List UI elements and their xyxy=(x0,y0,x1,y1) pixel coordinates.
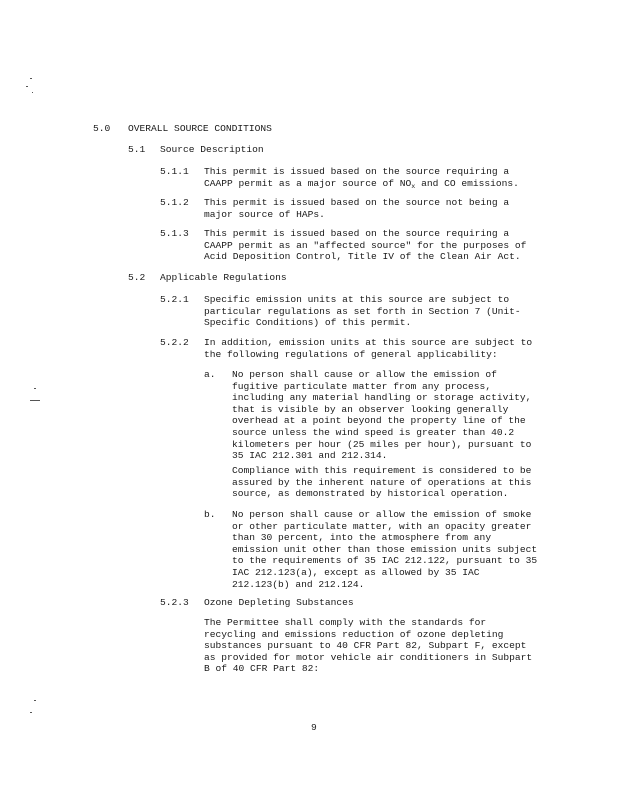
item-number: 5.2.3 xyxy=(160,597,189,608)
list-label-a: a. xyxy=(204,369,216,380)
scan-speck xyxy=(30,78,32,79)
paragraph-item-a: No person shall cause or allow the emission of fugitive particulate matter from any process, including any material handling or storage activity, that is visible by an observer looking generally overhead at a point beyond the property line of the source unless the wind speed is greater than 40.2 kilometers per hour (25 miles per hour), pursuant to 35 IAC 212.301 and 212.314. xyxy=(232,369,532,462)
paragraph-5-2-3: The Permittee shall comply with the standards for recycling and emissions reduction of ozone depleting substances pursuant to 40 CFR Part 82, Subpart F, except as provided for motor vehicle air conditioners in Subpart B of 40 CFR Part 82: xyxy=(204,617,533,675)
paragraph-5-1-3: This permit is issued based on the source requiring a CAAPP permit as an "affected source" for the purposes of Acid Deposition Control, Title IV of the Clean Air Act. xyxy=(204,228,527,263)
scan-speck xyxy=(34,700,36,701)
scan-speck xyxy=(30,712,32,713)
scan-speck xyxy=(30,400,40,401)
section-number: 5.0 xyxy=(93,123,111,134)
paragraph-5-2-2: In addition, emission units at this source are subject to the following regulations of general applicability: xyxy=(204,337,533,360)
item-number: 5.2.1 xyxy=(160,294,189,305)
list-label-b: b. xyxy=(204,509,216,520)
scan-speck xyxy=(26,86,28,87)
paragraph-5-1-2: This permit is issued based on the source not being a major source of HAPs. xyxy=(204,197,510,220)
paragraph-5-1-1: This permit is issued based on the source requiring a CAAPP permit as a major source of $NO_x$ and CO emissions. xyxy=(204,166,519,191)
scan-speck xyxy=(34,388,36,389)
paragraph-compliance: Compliance with this requirement is considered to be assured by the inherent nature of operations at this source, as demonstrated by historical operation. xyxy=(232,465,532,500)
subsection-title: Source Description xyxy=(160,144,264,155)
item-number: 5.1.2 xyxy=(160,197,189,208)
item-number: 5.1.1 xyxy=(160,166,189,177)
page-number: 9 xyxy=(311,722,317,733)
paragraph-5-2-1: Specific emission units at this source are subject to particular regulations as set forth in Section 7 (Unit- Specific Conditions) of this permit. xyxy=(204,294,521,329)
section-title: OVERALL SOURCE CONDITIONS xyxy=(128,123,272,134)
paragraph-item-b: No person shall cause or allow the emission of smoke or other particulate matter, with an opacity greater than 30 percent, into the atmosphere from any emission unit other than those emission units subject to the requirements of 35 IAC 212.122, pursuant to 35 IAC 212.123(a), except as allowed by 35 IAC 212.123(b) and 212.124. xyxy=(232,509,538,590)
subsection-number: 5.1 xyxy=(128,144,146,155)
item-number: 5.1.3 xyxy=(160,228,189,239)
item-number: 5.2.2 xyxy=(160,337,189,348)
subsection-number: 5.2 xyxy=(128,272,146,283)
item-title: Ozone Depleting Substances xyxy=(204,597,354,608)
subsection-title: Applicable Regulations xyxy=(160,272,287,283)
scan-speck xyxy=(32,92,33,93)
